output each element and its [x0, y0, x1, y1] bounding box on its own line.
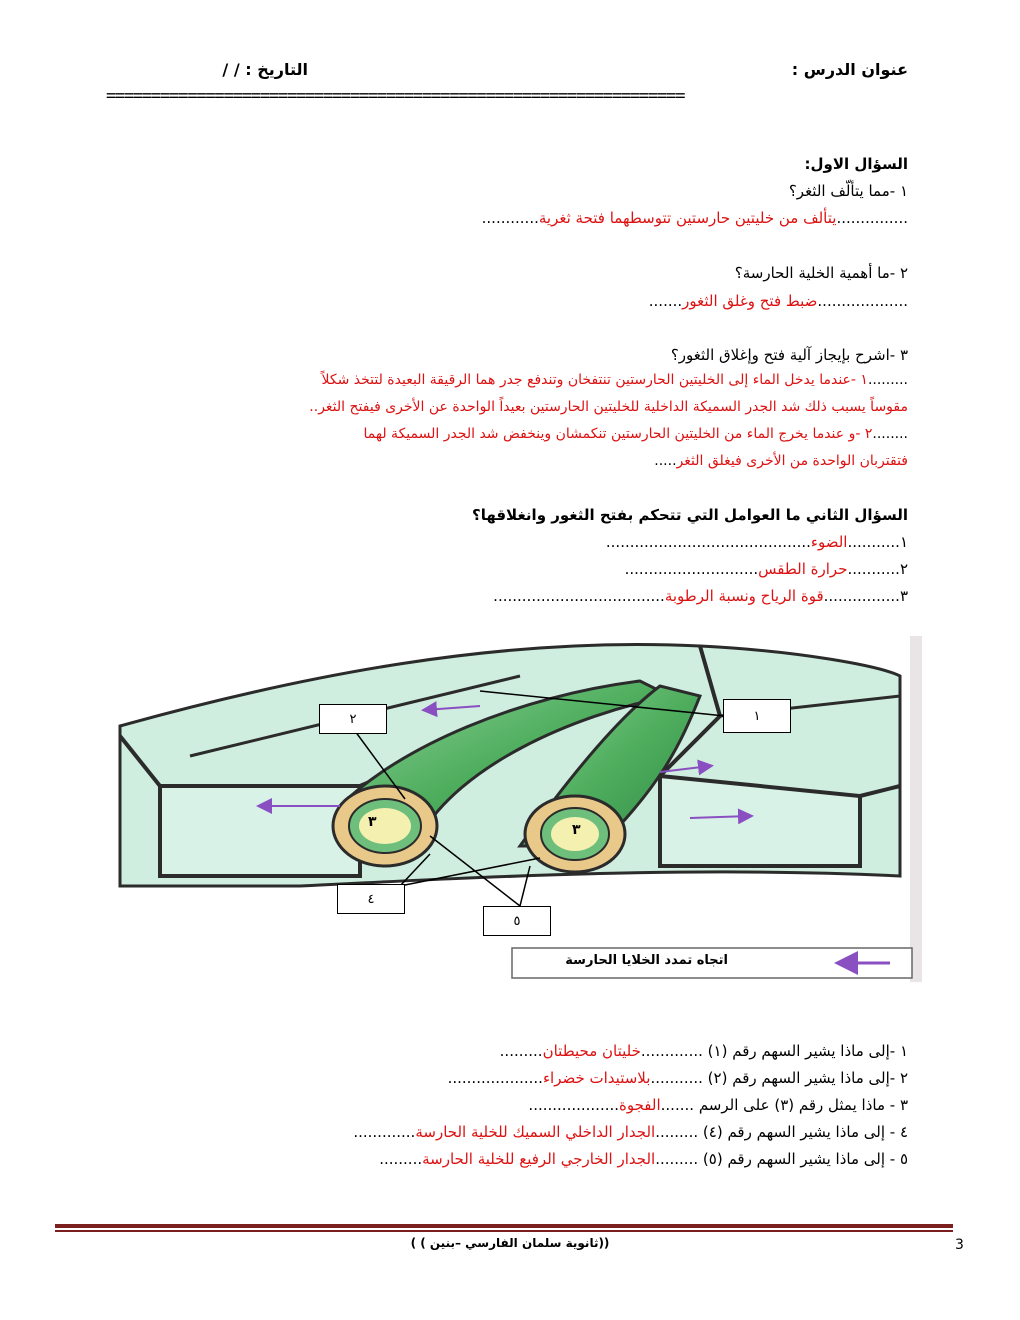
q1-explain-text-1: ١ -عندما يدخل الماء إلى الخليتين الحارستين تنتفخان وتندفع جدر هما الرقيقة البعيدة لتتخذ شكلاً: [321, 372, 868, 388]
footer-school-name: ((ثانوية سلمان الفارسي –بنين ) ): [410, 1236, 610, 1250]
lesson-title-label: عنوان الدرس :: [791, 60, 908, 79]
figure-label-5: ٥: [483, 906, 551, 936]
q2-item-2: [625, 560, 908, 578]
q1-title: السؤال الاول:: [804, 155, 908, 173]
q1-explain-line-3: [364, 426, 908, 442]
dots: .....: [654, 453, 677, 469]
q1-item3-question: ٣ -اشرح بإيجاز آلية فتح وإغلاق الثغور؟: [670, 346, 908, 364]
date-label: التاريخ : / /: [222, 60, 308, 79]
q3-item4-answer: الجدار الداخلي السميك للخلية الحارسة: [415, 1123, 656, 1141]
q3-item5-answer: الجدار الخارجي الرفيع للخلية الحارسة: [422, 1150, 656, 1168]
figure-label-4: ٤: [337, 884, 405, 914]
q3-item1-answer: خليتان محيطتان: [542, 1042, 641, 1060]
item-number: ٢: [899, 560, 908, 578]
dots: .......: [660, 1096, 695, 1114]
dots: ...............: [836, 209, 908, 227]
q3-item-1: [500, 1042, 908, 1060]
q3-item-4: [353, 1123, 908, 1141]
q1-item1-answer-line: [482, 209, 908, 227]
dots: .........: [655, 1150, 699, 1168]
q1-item1-answer: يتألف من خليتين حارستين تتوسطهما فتحة ثغرية: [538, 209, 837, 227]
figure-label-3-left: ٣: [368, 814, 377, 830]
dots: .........: [867, 372, 908, 388]
q1-explain-line-1: [321, 372, 908, 388]
q1-explain-line-4: [654, 453, 908, 469]
footer-rule-thin: [55, 1230, 953, 1232]
q1-item2-answer: ضبط فتح وغلق الثغور: [682, 292, 818, 310]
dots: .............: [640, 1042, 703, 1060]
q2-item2-answer: حرارة الطقس: [758, 560, 848, 578]
dots: ................: [823, 587, 900, 605]
dots: .......: [648, 292, 683, 310]
q3-item-2: [448, 1069, 908, 1087]
item-number: ١: [899, 533, 908, 551]
dots: ...................: [817, 292, 908, 310]
dots: .........: [655, 1123, 699, 1141]
figure-legend-text: اتجاه تمدد الخلايا الحارسة: [565, 953, 728, 968]
q1-item2-question: ٢ -ما أهمية الخلية الحارسة؟: [734, 264, 908, 282]
q1-item1-question: ١ -مما يتألّف الثغر؟: [788, 182, 908, 200]
dots: .............: [353, 1123, 416, 1141]
dots: ............: [481, 209, 539, 227]
dots: ....................: [447, 1069, 543, 1087]
q3-item2-question: ٢ -إلى ماذا يشير السهم رقم (٢): [707, 1069, 908, 1087]
page-number: 3: [955, 1237, 964, 1253]
q1-item2-answer-line: [649, 292, 908, 310]
q2-item-1: [606, 533, 908, 551]
q2-item-3: [493, 587, 908, 605]
q2-item3-answer: قوة الرياح ونسبة الرطوبة: [664, 587, 824, 605]
dots: ............................: [624, 560, 759, 578]
q3-item1-question: ١ -إلى ماذا يشير السهم رقم (١): [707, 1042, 908, 1060]
q3-item2-answer: بلاستيدات خضراء: [542, 1069, 651, 1087]
dots: ...................: [528, 1096, 620, 1114]
q2-item1-answer: الضوء: [810, 533, 848, 551]
q1-explain-text-2: مقوساً يسبب ذلك شد الجدر السميكة الداخلية للخليتين الحارستين بعيداً الواحدة عن الأخرى فيفتح الثغر..: [309, 399, 908, 415]
q3-item-5: [379, 1150, 908, 1168]
q1-explain-line-2: [309, 399, 908, 415]
dots: ...........: [847, 533, 900, 551]
dots: ...........: [650, 1069, 703, 1087]
q3-item3-answer: الفجوة: [619, 1096, 661, 1114]
q3-item-3: [528, 1096, 908, 1114]
figure-label-1: ١: [723, 699, 791, 733]
q3-item4-question: ٤ - إلى ماذا يشير السهم رقم (٤): [702, 1123, 908, 1141]
figure-label-2: ٢: [319, 704, 387, 734]
dots: ........: [872, 426, 908, 442]
header-separator: ================================================================: [106, 86, 685, 106]
dots: .........: [379, 1150, 423, 1168]
dots: .........: [499, 1042, 543, 1060]
q1-explain-text-4: فتقتربان الواحدة من الأخرى فيغلق الثغر: [676, 453, 908, 469]
q1-explain-text-3: ٢ -و عندما يخرج الماء من الخليتين الحارستين تنكمشان وينخفض شد الجدر السميكة لهما: [363, 426, 873, 442]
dots: ....................................: [493, 587, 665, 605]
q3-item3-question: ٣ - ماذا يمثل رقم (٣) على الرسم: [698, 1096, 908, 1114]
item-number: ٣: [899, 587, 908, 605]
q3-item5-question: ٥ - إلى ماذا يشير السهم رقم (٥): [702, 1150, 908, 1168]
figure-label-3-right: ٣: [572, 822, 581, 838]
dots: ...........................................: [605, 533, 811, 551]
dots: ...........: [847, 560, 900, 578]
footer-rule-thick: [55, 1224, 953, 1228]
stomata-diagram: [100, 636, 922, 982]
q2-title: السؤال الثاني ما العوامل التي تتحكم بفتح الثغور وانغلاقها؟: [472, 506, 908, 524]
